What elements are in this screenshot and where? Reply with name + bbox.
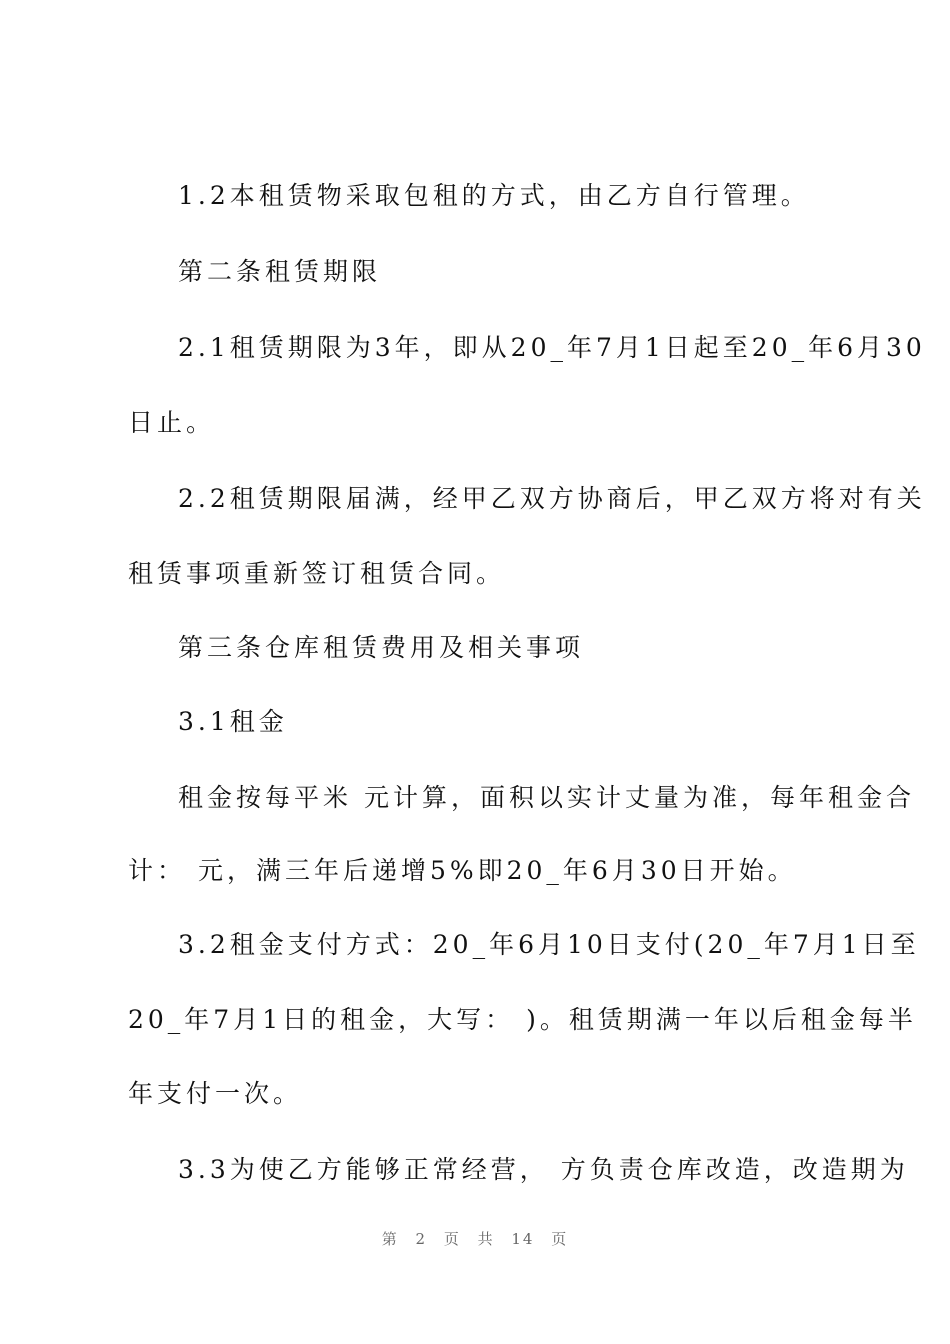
page-footer: 第 2 页 共 14 页 (381, 1230, 569, 1248)
paragraph-3-1-line-2: 计： 元，满三年后递增5%即20_年6月30日开始。 (128, 856, 797, 885)
paragraph-3-1-line-1: 租金按每平米 元计算，面积以实计丈量为准，每年租金合 (178, 783, 915, 812)
paragraph-2-1-line-1: 2.1租赁期限为3年，即从20_年7月1日起至20_年6月30 (178, 333, 926, 362)
heading-article-3: 第三条仓库租赁费用及相关事项 (178, 633, 585, 662)
paragraph-3-2-line-3: 年支付一次。 (128, 1079, 303, 1108)
paragraph-3-1-title: 3.1租金 (178, 707, 288, 736)
paragraph-3-2-line-1: 3.2租金支付方式：20_年6月10日支付(20_年7月1日至 (178, 930, 920, 959)
heading-article-2: 第二条租赁期限 (178, 257, 382, 286)
paragraph-2-2-line-1: 2.2租赁期限届满，经甲乙双方协商后，甲乙双方将对有关 (178, 484, 926, 513)
paragraph-3-2-line-2: 20_年7月1日的租金，大写： )。租赁期满一年以后租金每半 (128, 1005, 917, 1034)
paragraph-3-3-line-1: 3.3为使乙方能够正常经营， 方负责仓库改造，改造期为 (178, 1155, 909, 1184)
paragraph-2-2-line-2: 租赁事项重新签订租赁合同。 (128, 559, 506, 588)
paragraph-1-2: 1.2本租赁物采取包租的方式，由乙方自行管理。 (178, 181, 810, 210)
paragraph-2-1-line-2: 日止。 (128, 408, 216, 437)
